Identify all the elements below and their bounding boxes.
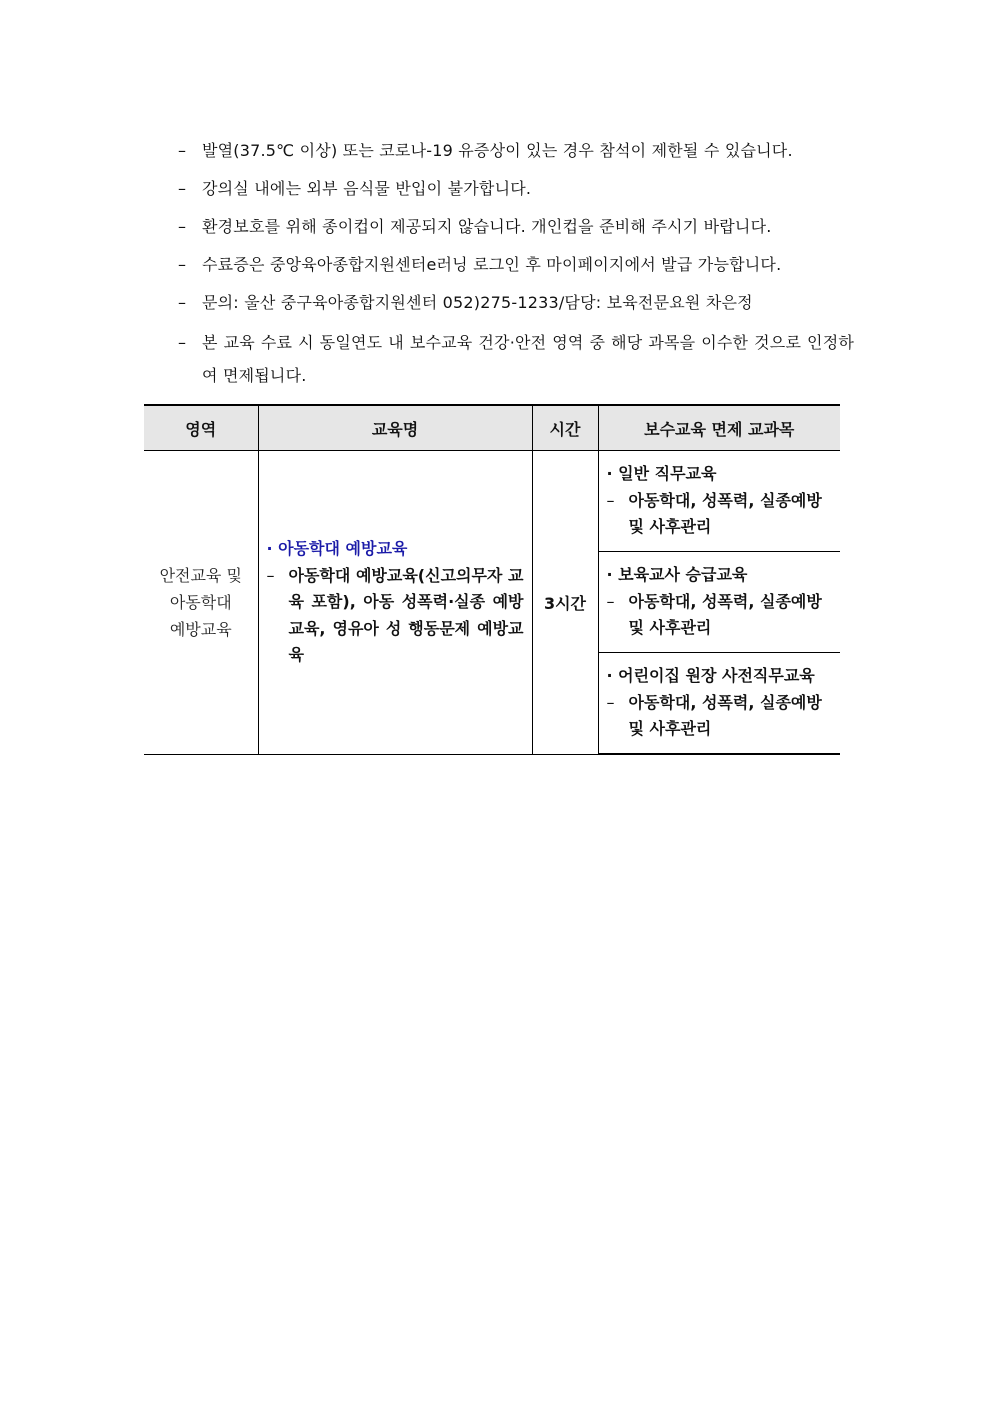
subject-title: · 어린이집 원장 사전직무교육 bbox=[606, 666, 815, 686]
dash-bullet: – bbox=[178, 333, 187, 352]
notice-item bbox=[178, 174, 854, 204]
dash-bullet: – bbox=[266, 565, 275, 585]
course-detail-item bbox=[267, 563, 524, 669]
area-line: 아동학대 bbox=[169, 592, 232, 612]
table-header-row bbox=[144, 405, 840, 451]
subject-cell bbox=[598, 451, 840, 552]
dash-bullet: – bbox=[606, 591, 615, 611]
dash-bullet: – bbox=[606, 692, 615, 712]
dash-bullet: – bbox=[178, 217, 187, 236]
subject-detail-item bbox=[607, 690, 833, 743]
table-row bbox=[144, 451, 840, 552]
subject-detail: 아동학대, 성폭력, 실종예방 및 사후관리 bbox=[628, 692, 822, 739]
area-line: 예방교육 bbox=[169, 619, 232, 639]
header-course: 교육명 bbox=[258, 405, 532, 451]
header-area: 영역 bbox=[144, 405, 258, 451]
notice-text: 발열(37.5℃ 이상) 또는 코로나-19 유증상이 있는 경우 참석이 제한될 수 있습니다. bbox=[202, 141, 793, 160]
notice-text: 강의실 내에는 외부 음식물 반입이 불가합니다. bbox=[202, 179, 532, 198]
area-line: 안전교육 및 bbox=[159, 565, 242, 585]
subject-cell bbox=[598, 552, 840, 653]
notice-item bbox=[178, 250, 854, 280]
header-hours: 시간 bbox=[532, 405, 598, 451]
dash-bullet: – bbox=[178, 293, 187, 312]
notice-item bbox=[178, 326, 854, 392]
notice-item bbox=[178, 136, 854, 166]
notice-list bbox=[178, 136, 854, 400]
notice-item bbox=[178, 212, 854, 242]
header-exempt-subjects: 보수교육 면제 교과목 bbox=[598, 405, 840, 451]
subject-cell bbox=[598, 653, 840, 755]
dash-bullet: – bbox=[606, 490, 615, 510]
education-table bbox=[144, 404, 840, 755]
subject-title: · 일반 직무교육 bbox=[606, 464, 717, 484]
notice-text: 문의: 울산 중구육아종합지원센터 052)275-1233/담당: 보육전문요원 차은정 bbox=[202, 293, 753, 312]
hours-cell: 3시간 bbox=[532, 451, 598, 755]
subject-detail: 아동학대, 성폭력, 실종예방 및 사후관리 bbox=[628, 490, 822, 537]
course-cell bbox=[258, 451, 532, 755]
notice-text: 환경보호를 위해 종이컵이 제공되지 않습니다. 개인컵을 준비해 주시기 바랍니다. bbox=[202, 217, 772, 236]
dash-bullet: – bbox=[178, 141, 187, 160]
course-title: · 아동학대 예방교육 bbox=[266, 539, 408, 558]
subject-detail: 아동학대, 성폭력, 실종예방 및 사후관리 bbox=[628, 591, 822, 638]
subject-title: · 보육교사 승급교육 bbox=[606, 565, 748, 585]
subject-detail-item bbox=[607, 488, 833, 541]
notice-text: 본 교육 수료 시 동일연도 내 보수교육 건강·안전 영역 중 해당 과목을 이수한 것으로 인정하여 면제됩니다. bbox=[202, 333, 854, 385]
subject-detail-item bbox=[607, 589, 833, 642]
area-cell bbox=[144, 451, 258, 755]
course-detail: 아동학대 예방교육(신고의무자 교육 포함), 아동 성폭력·실종 예방교육, 영유아 성 행동문제 예방교육 bbox=[288, 565, 524, 664]
notice-text: 수료증은 중앙육아종합지원센터e러닝 로그인 후 마이페이지에서 발급 가능합니다. bbox=[202, 255, 782, 274]
dash-bullet: – bbox=[178, 255, 187, 274]
dash-bullet: – bbox=[178, 179, 187, 198]
notice-item bbox=[178, 288, 854, 318]
